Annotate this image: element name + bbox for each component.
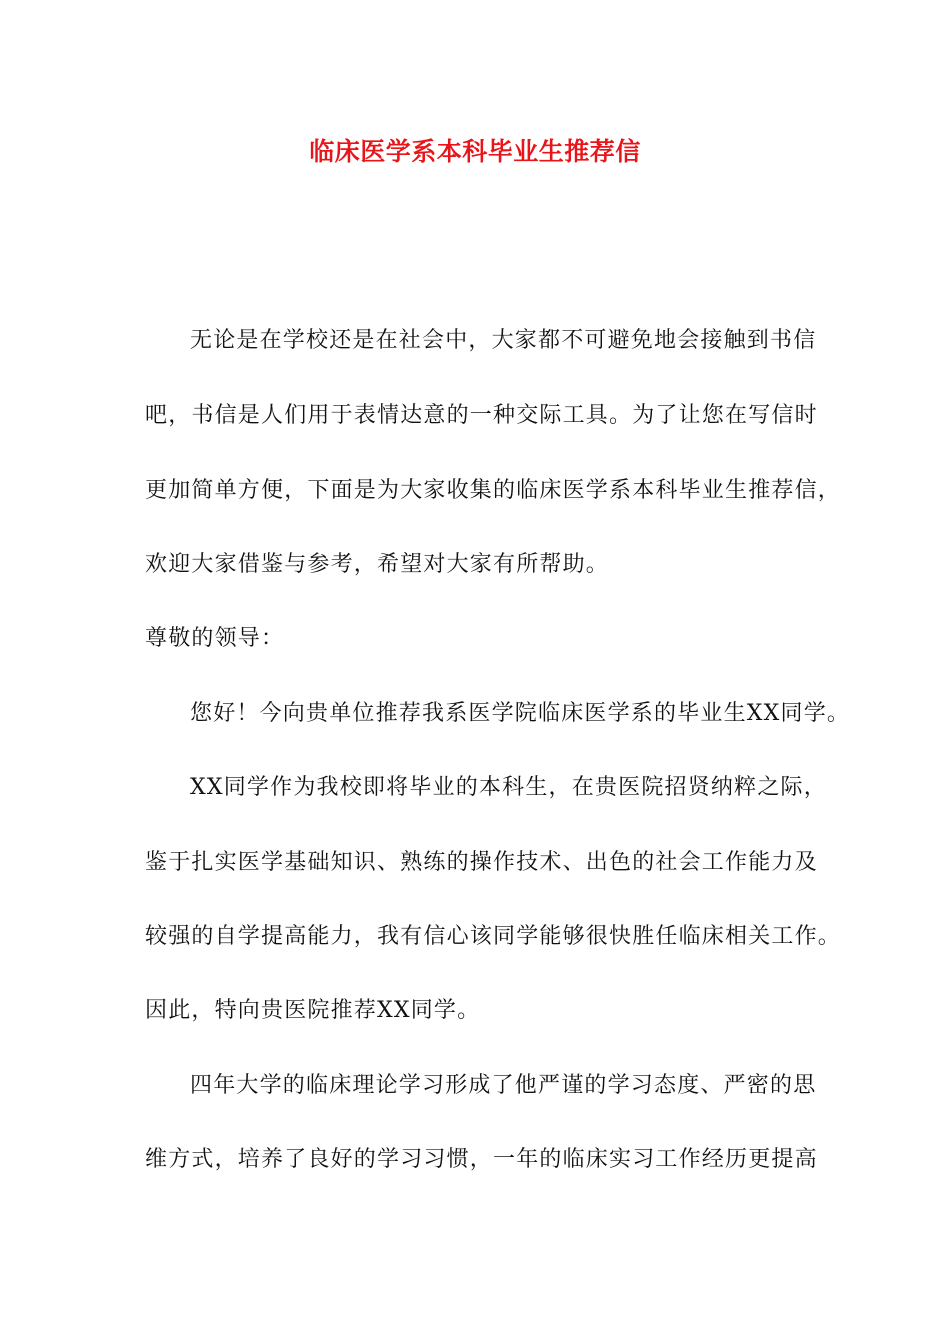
body-line: 鉴于扎实医学基础知识、熟练的操作技术、出色的社会工作能力及 (145, 850, 818, 875)
body-line: 较强的自学提高能力，我有信心该同学能够很快胜任临床相关工作。 (145, 924, 842, 949)
body-line: 吧，书信是人们用于表情达意的一种交际工具。为了让您在写信时 (145, 403, 818, 428)
body-line: 您好！今向贵单位推荐我系医学院临床医学系的毕业生XX同学。 (190, 701, 851, 726)
document-title: 临床医学系本科毕业生推荐信 (309, 137, 641, 166)
body-line: 更加简单方便，下面是为大家收集的临床医学系本科毕业生推荐信， (145, 478, 842, 503)
body-line: 四年大学的临床理论学习形成了他严谨的学习态度、严密的思 (190, 1073, 817, 1098)
body-line: 无论是在学校还是在社会中，大家都不可避免地会接触到书信 (190, 328, 817, 353)
body-line: XX同学作为我校即将毕业的本科生，在贵医院招贤纳粹之际， (190, 775, 827, 800)
body-line: 维方式，培养了良好的学习习惯，一年的临床实习工作经历更提高 (145, 1147, 818, 1172)
body-line: 欢迎大家借鉴与参考，希望对大家有所帮助。 (145, 552, 610, 577)
body-line: 因此，特向贵医院推荐XX同学。 (145, 998, 481, 1023)
salutation: 尊敬的领导： (145, 626, 285, 651)
